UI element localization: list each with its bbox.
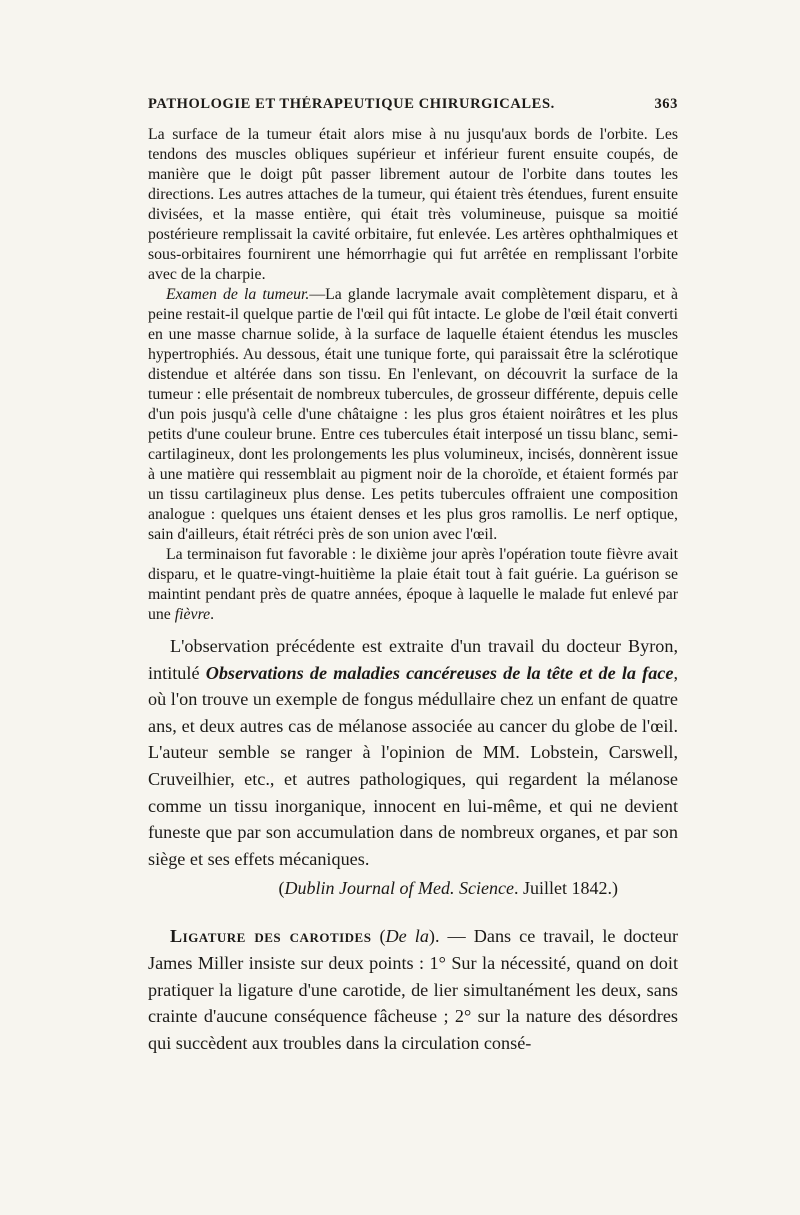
case-paragraph-outcome: [148, 545, 678, 625]
commentary-end: , où l'on trouve un exemple de fongus médullaire chez un enfant de quatre ans, et deux autres cas de mélanose associée au cancer du globe de l'œil. L'auteur semble se ranger à l'opinion de MM. Lobstein, Carswell, Cruveilhier, etc., et autres pathologiques, qui regardent la mélanose comme un tissu inorganique, innocent en lui-même, et qui ne devient funeste que par son accumulation dans de nombreux organes, et par son siège et ses effets mécaniques.: [148, 662, 678, 869]
page-number: 363: [654, 96, 678, 112]
citation-open: (: [278, 878, 285, 899]
section-paren-close: ). —: [428, 926, 474, 947]
examination-label: Examen de la tumeur.: [166, 286, 310, 303]
carotid-section: [148, 923, 678, 1056]
commentary-start: L'observation précédente est extraite d'un travail du docteur Byron, intitulé: [148, 636, 678, 683]
page-header: [148, 96, 678, 113]
citation-source: Dublin Journal of Med. Science: [284, 878, 514, 899]
commentary-paragraph: [148, 633, 678, 872]
citation-date: . Juillet 1842.): [514, 878, 618, 899]
section-text: Dans ce travail, le docteur James Miller insiste sur deux points : 1° Sur la nécessité, quand on doit pratiquer la ligature d'une carotide, de lier simultanément les deux, sans crainte d'aucune conséquence fâcheuse ; 2° sur la nature des désordres qui succèdent aux troubles dans la circulation consé-: [148, 926, 678, 1053]
section-paragraph: [148, 923, 678, 1056]
case-paragraph-operation: La surface de la tumeur était alors mise à nu jusqu'aux bords de l'orbite. Les tendons des muscles obliques supérieur et inférieur furent ensuite coupés, de manière que le doigt pût passer librement autour de l'orbite dans toutes les directions. Les autres attaches de la tumeur, qui étaient très étendues, furent ensuite divisées, et la masse entière, qui était très volumineuse, puisque sa moitié postérieure remplissait la cavité orbitaire, fut enlevée. Les artères ophthalmiques et sous-orbitaires fournirent une hémorrhagie qui fut arrêtée en remplissant l'orbite avec de la charpie.: [148, 126, 678, 283]
citation: [148, 878, 678, 899]
outcome-emphasis: fièvre: [174, 606, 211, 623]
section-heading-em: De la: [385, 926, 429, 947]
case-report: [148, 125, 678, 625]
section-paren-open: (: [371, 926, 386, 947]
running-title: PATHOLOGIE ET THÉRAPEUTIQUE CHIRURGICALES.: [148, 96, 555, 112]
document-page: [148, 96, 678, 1176]
outcome-text: La terminaison fut favorable : le dixième jour après l'opération toute fièvre avait disparu, et le quatre-vingt-huitième la plaie était tout à fait guérie. La guérison se maintint pendant près de quatre années, époque à laquelle le malade fut enlevé par une: [148, 546, 678, 623]
examination-text: —La glande lacrymale avait complètement disparu, et à peine restait-il quelque partie de l'œil qui fût intacte. Le globe de l'œil était converti en une masse charnue solide, à la surface de laquelle étaient étendus les muscles hypertrophiés. Au dessous, était une tunique forte, qui paraissait être la sclérotique distendue et altérée dans son tissu. En l'enlevant, on découvrit la surface de la tumeur : elle présentait de nombreux tubercules, de grosseur différente, depuis celle d'un pois jusqu'à celle d'une châtaigne : les plus gros étaient noirâtres et les plus petits d'une couleur brune. Entre ces tubercules était interposé un tissu blanc, semi-cartilagineux, dont les prolongements les plus volumineux, incisés, donnèrent issue à une matière qui ressemblait au pigment noir de la choroïde, et étaient formés par un tissu cartilagineux plus dense. Les petits tubercules offraient une composition analogue : quelques uns étaient denses et les plus gros ramollis. Le nerf optique, sain d'ailleurs, était rétréci près de son union avec l'œil.: [148, 286, 678, 543]
outcome-end: .: [210, 606, 215, 623]
work-title: Observations de maladies cancéreuses de la tête et de la face: [205, 662, 674, 683]
section-heading: Ligature des carotides: [170, 926, 372, 947]
case-paragraph-examination: [148, 285, 678, 545]
commentary: [148, 633, 678, 872]
